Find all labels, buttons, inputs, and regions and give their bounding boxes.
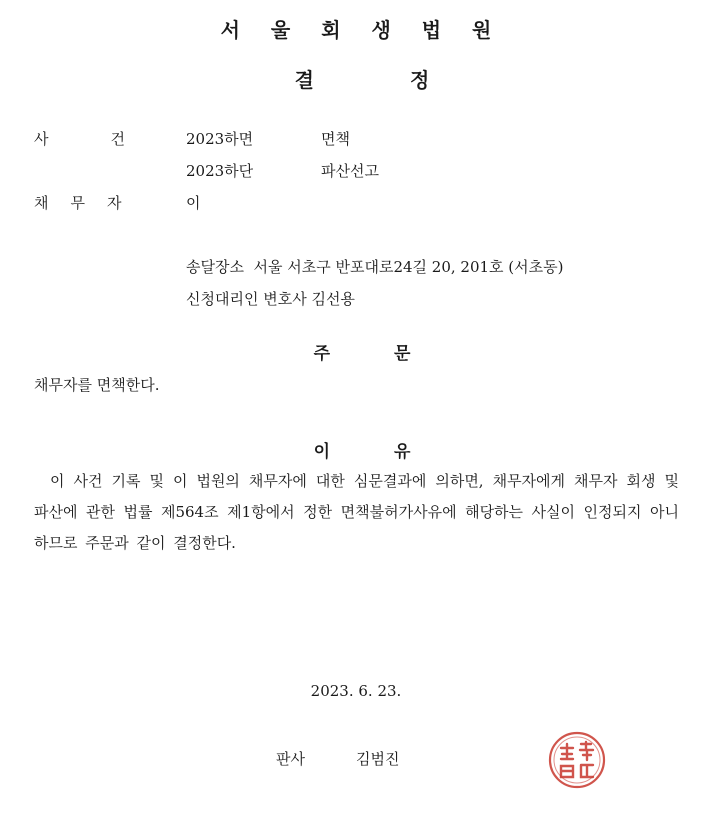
case-number: 2023하단 (186, 162, 254, 180)
reason-text: 이 사건 기록 및 이 법원의 채무자에 대한 심문결과에 의하면, 채무자에게 채무자 회생 및 파산에 관한 법률 제564조 제1항에서 정한 면책불허가사유에 해당하는 사실이 인정되지 아니하므로 주문과 같이 결정한다. (34, 472, 679, 552)
order-heading-char: 주 (313, 344, 330, 364)
order-heading-char: 문 (394, 344, 411, 364)
agent-line: 신청대리인 변호사 김선용 (186, 290, 355, 308)
reason-heading-char: 이 (313, 442, 330, 462)
debtor-label-char: 채 (34, 194, 49, 212)
reason-heading-char: 유 (394, 442, 411, 462)
debtor-label-char: 자 (107, 194, 122, 212)
order-heading (0, 339, 724, 364)
debtor-name: 이 (186, 194, 201, 212)
debtor-label-char: 무 (70, 194, 85, 212)
judge-name: 김범진 (356, 750, 400, 768)
court-name: 서 울 회 생 법 원 (220, 18, 504, 42)
reason-heading (0, 437, 724, 462)
judge-title: 판사 (276, 750, 305, 768)
case-name: 파산선고 (321, 162, 379, 180)
service-address: 송달장소 서울 서초구 반포대로24길 20, 201호 (서초동) (186, 258, 564, 276)
decision-date: 2023. 6. 23. (310, 682, 402, 700)
case-label (34, 128, 125, 149)
case-number: 2023하면 (186, 130, 254, 148)
judge-seal-stamp (547, 730, 607, 790)
title-char-left: 결 (294, 68, 314, 92)
case-name: 면책 (321, 130, 350, 148)
debtor-label (34, 192, 122, 213)
case-label-char: 사 (34, 130, 49, 148)
title-char-right: 정 (410, 68, 430, 92)
case-label-char: 건 (110, 130, 125, 148)
order-text: 채무자를 면책한다. (34, 376, 160, 394)
document-title (0, 64, 724, 93)
